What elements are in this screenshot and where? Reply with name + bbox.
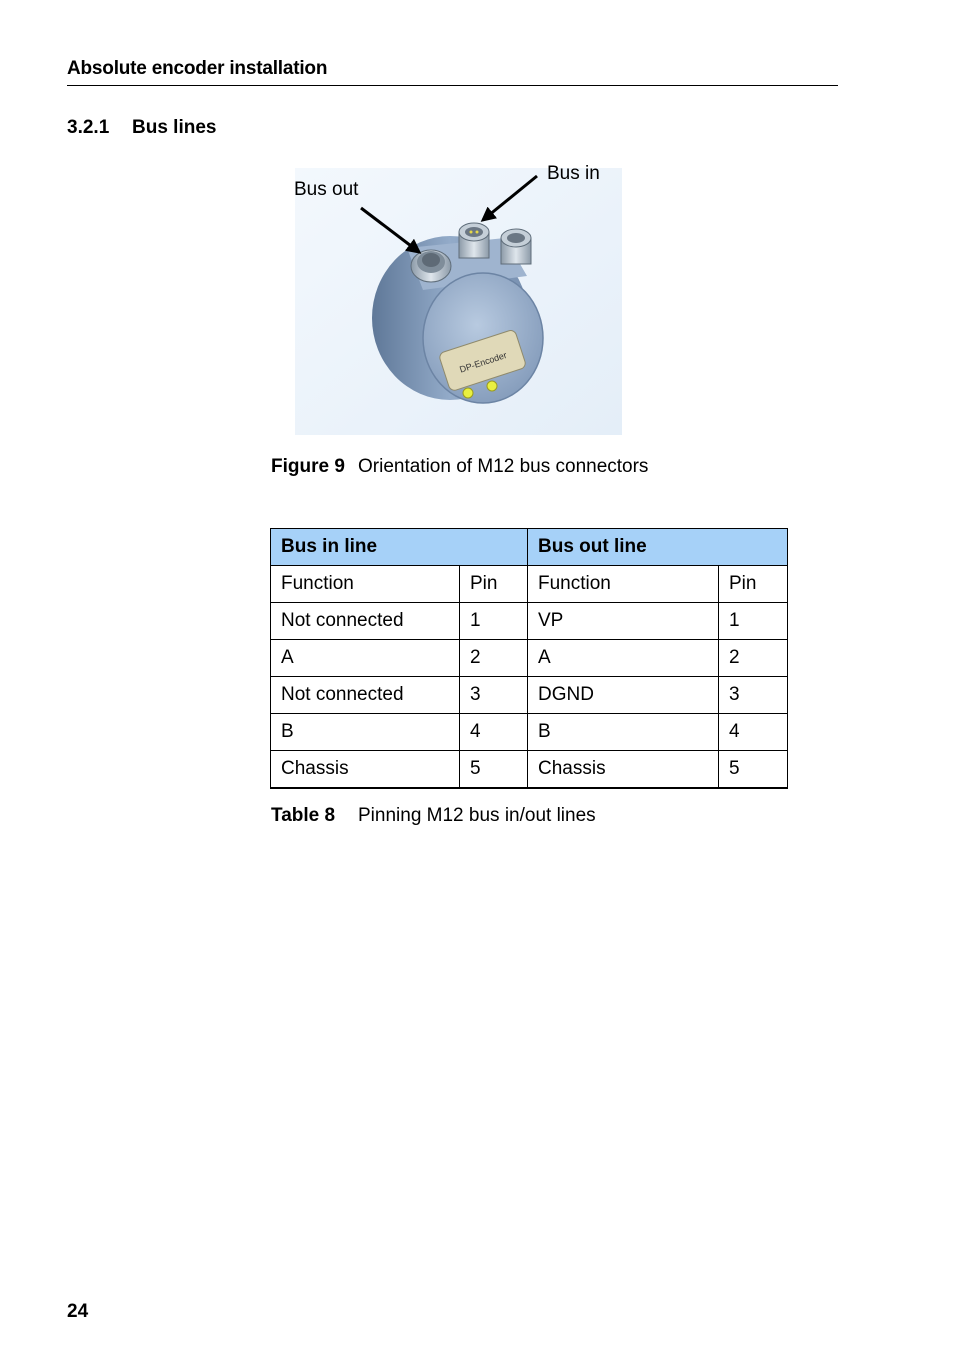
table-group-header-row (271, 529, 788, 566)
table-cell: 5 (460, 751, 528, 789)
page-number: 24 (67, 1301, 89, 1322)
table-cell: B (271, 714, 460, 751)
table-cell: 1 (460, 603, 528, 640)
bus-out-connector (411, 250, 451, 282)
bus-in-callout: Bus in (547, 163, 600, 184)
table-caption-text: Pinning M12 bus in/out lines (358, 805, 596, 826)
table-caption (271, 805, 596, 827)
section-number: 3.2.1 (67, 117, 110, 138)
figure-caption-text: Orientation of M12 bus connectors (358, 456, 649, 477)
column-header: Pin (719, 566, 788, 603)
table-cell: Chassis (271, 751, 460, 789)
table-cell: 2 (460, 640, 528, 677)
pinning-table (270, 528, 788, 789)
table-cell: Not connected (271, 603, 460, 640)
table-row (271, 751, 788, 789)
table-cell: 4 (719, 714, 788, 751)
table-cell: VP (528, 603, 719, 640)
table-cell: 3 (460, 677, 528, 714)
table-row (271, 640, 788, 677)
table-caption-label: Table 8 (271, 805, 336, 826)
table-row (271, 603, 788, 640)
figure-caption (271, 456, 648, 478)
table-cell: 5 (719, 751, 788, 789)
status-led-icon (487, 381, 497, 391)
column-header: Pin (460, 566, 528, 603)
column-header: Function (271, 566, 460, 603)
status-led-icon (463, 388, 473, 398)
header-rule (67, 85, 838, 86)
table-row (271, 677, 788, 714)
bus-out-line-header: Bus out line (528, 529, 788, 566)
nameplate-text: DP-Encoder (458, 349, 509, 375)
table-cell: A (528, 640, 719, 677)
bus-out-callout: Bus out (294, 179, 359, 200)
section-heading (67, 117, 216, 139)
table-cell: A (271, 640, 460, 677)
bus-in-line-header: Bus in line (271, 529, 528, 566)
table-column-header-row (271, 566, 788, 603)
column-header: Function (528, 566, 719, 603)
section-title: Bus lines (132, 117, 217, 138)
table-cell: Chassis (528, 751, 719, 789)
running-head: Absolute encoder installation (67, 58, 328, 79)
table-row (271, 714, 788, 751)
encoder-figure (295, 168, 622, 435)
bus-in-connector (459, 223, 489, 258)
table-cell: B (528, 714, 719, 751)
power-connector (501, 229, 531, 264)
table-cell: Not connected (271, 677, 460, 714)
table-cell: 4 (460, 714, 528, 751)
table-cell: 3 (719, 677, 788, 714)
figure-caption-label: Figure 9 (271, 456, 345, 477)
encoder-illustration (295, 168, 622, 435)
table-cell: DGND (528, 677, 719, 714)
table-cell: 1 (719, 603, 788, 640)
table-cell: 2 (719, 640, 788, 677)
